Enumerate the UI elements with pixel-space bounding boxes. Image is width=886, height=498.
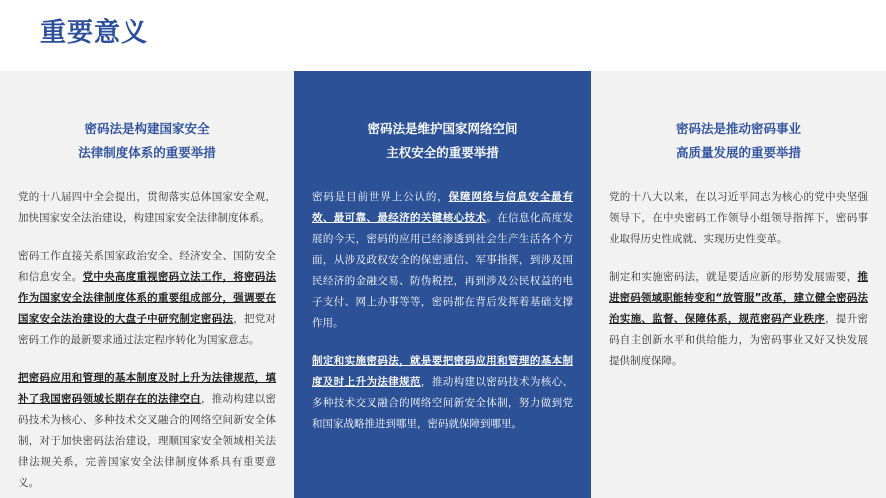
- text: ，推动构建以密码技术为核心、多种技术交叉融合的网络空间新安全体制，努力做到党和国家战略推进到哪里，密码就保障到哪里。: [312, 376, 574, 430]
- column-cyberspace-sovereignty: [294, 71, 591, 498]
- text: 。在信息化高度发展的今天，密码的应用已经渗透到社会生产生活各个方面，从涉及政权安全的保密通信、军事指挥，到涉及国民经济的金融交易、防伪税控，再到涉及公民权益的电子支付、网上办事等等，密码都在背后发挥着基础支撑作用。: [312, 212, 574, 329]
- text: 党的十八届四中全会提出，贯彻落实总体国家安全观，加快国家安全法治建设，构建国家安全法律制度体系。: [18, 191, 276, 224]
- column-heading: [18, 117, 276, 165]
- paragraph: [312, 187, 573, 334]
- paragraph: [312, 351, 573, 435]
- text: 党的十八大以来，在以习近平同志为核心的党中央坚强领导下，在中央密码工作领导小组领导指挥下，密码事业取得历史性成就、实现历史性变革。: [609, 191, 868, 245]
- heading-line: 主权安全的重要举措: [386, 145, 499, 160]
- text: ，提升密码自主创新水平和供给能力，为密码事业又好又快发展提供制度保障。: [609, 313, 869, 367]
- text: ，把党对密码工作的最新要求通过法定程序转化为国家意志。: [18, 313, 277, 346]
- emphasis-text: 把密码应用和管理的基本制度及时上升为法律规范，填补了我国密码领域长期存在的法律空白: [18, 372, 276, 405]
- text: 制定和实施密码法，就是要适应新的形势发展需要，: [609, 271, 858, 283]
- emphasis-text: 保障网络与信息安全最有效、最可靠、最经济的关键核心技术: [312, 191, 574, 224]
- column-heading: [312, 117, 573, 165]
- heading-line: 密码法是推动密码事业: [675, 121, 801, 136]
- column-heading: [609, 117, 868, 165]
- paragraph: [609, 187, 868, 250]
- page-title: 重要意义: [40, 18, 149, 48]
- emphasis-text: 推进密码领域职能转变和“放管服”改革，建立健全密码法治实施、监督、保障体系，规范密码产业秩序: [609, 271, 868, 325]
- paragraph: [609, 267, 868, 372]
- heading-line: 密码法是维护国家网络空间: [367, 121, 518, 136]
- paragraph: [18, 246, 276, 351]
- emphasis-text: 党中央高度重视密码立法工作，将密码法作为国家安全法律制度体系的重要组成部分，强调要在国家安全法治建设的大盘子中研究制定密码法: [18, 271, 277, 325]
- columns: [0, 71, 886, 498]
- text: 密码是目前世界上公认的，: [312, 191, 449, 203]
- column-legal-system: [0, 71, 294, 498]
- emphasis-text: 制定和实施密码法，就是要把密码应用和管理的基本制度及时上升为法律规范: [312, 355, 573, 388]
- paragraph: [18, 368, 276, 494]
- heading-line: 法律制度体系的重要举措: [78, 145, 216, 160]
- text: ，推动构建以密码技术为核心、多种技术交叉融合的网络空间新安全体制，对于加快密码法治建设，理顺国家安全领域相关法律法规关系，完善国家安全法律制度体系具有重要意义。: [18, 393, 277, 489]
- text: 密码工作直接关系国家政治安全、经济安全、国防安全和信息安全。: [18, 250, 276, 283]
- heading-line: 高质量发展的重要举措: [675, 145, 801, 160]
- paragraph: [18, 187, 276, 229]
- column-industry-development: [591, 71, 886, 498]
- heading-line: 密码法是构建国家安全: [84, 121, 210, 136]
